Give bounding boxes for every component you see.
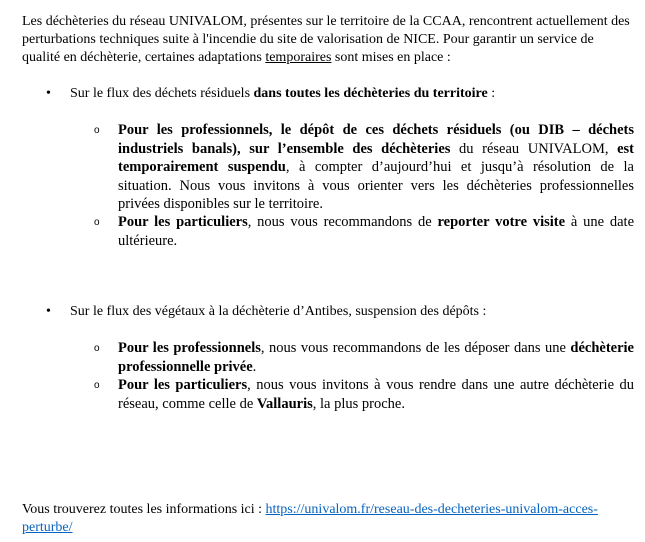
sub-item-bold: Pour les professionnels, le dépôt de ces déchets résiduels (ou DIB – déchets industriels banals), sur l’ensemble des déchèteries	[118, 122, 634, 157]
sub-item-bold-2: reporter votre visite	[437, 214, 566, 230]
sub-bullet-icon: o	[94, 125, 100, 136]
sub-item-bold: Pour les particuliers	[118, 214, 248, 230]
sub-item-text	[118, 376, 634, 413]
bullet-icon: •	[46, 304, 51, 319]
sub-item-plain-2: , la plus proche.	[312, 395, 405, 412]
sub-item-professionals-residual	[94, 121, 634, 214]
sub-bullet-icon: o	[94, 380, 100, 391]
sub-item-individuals-residual	[94, 213, 634, 250]
bullet-text-plain: Sur le flux des déchets résiduels	[70, 86, 254, 101]
intro-underlined-word: temporaires	[265, 50, 332, 65]
sub-item-text	[118, 121, 634, 214]
intro-paragraph	[22, 13, 632, 67]
info-link[interactable]: https://univalom.fr/reseau-des-decheteries-univalom-acces-perturbe/	[22, 502, 598, 535]
sub-item-plain: , nous vous recommandons de	[247, 214, 438, 230]
intro-text: Les déchèteries du réseau UNIVALOM, présentes sur le territoire de la CCAA, rencontrent actuellement des perturbations techniques suite à l'incendie du site de valorisation de NICE. Pour garantir un service de qualité en déchèterie, certaines adaptations	[22, 14, 630, 65]
sub-item-bold-2: déchèterie professionnelle privée	[118, 340, 634, 375]
sub-item-individuals-green	[94, 376, 634, 413]
bullet-text: Sur le flux des végétaux à la déchèterie d’Antibes, suspension des dépôts :	[70, 304, 487, 319]
bullet-text	[70, 85, 495, 103]
sub-item-plain: , nous vous invitons à vous rendre dans une autre déchèterie du réseau, comme celle de	[118, 377, 634, 412]
sub-item-bold-2: est temporairement suspendu	[118, 140, 635, 175]
sub-item-text	[118, 339, 634, 376]
sub-bullet-icon: o	[94, 343, 100, 354]
bullet-icon: •	[46, 86, 51, 101]
footer-paragraph	[22, 501, 632, 537]
sub-item-plain-2: , à compter d’aujourd’hui et jusqu’à résolution de la situation. Nous vous invitons à vous orienter vers les déchèteries professionnelles privées disponibles sur le territoire.	[118, 159, 634, 212]
sub-item-professionals-green	[94, 339, 634, 376]
bullet-text-end: :	[487, 86, 496, 101]
sub-bullet-icon: o	[94, 217, 100, 228]
sub-item-bold-2: Vallauris	[256, 395, 313, 412]
sub-item-plain-2: .	[252, 358, 257, 375]
bullet-text-bold: dans toutes les déchèteries du territoire	[253, 86, 488, 101]
sub-item-bold: Pour les particuliers	[118, 377, 248, 393]
intro-text-end: sont mises en place :	[331, 50, 451, 65]
sub-item-plain: , nous vous recommandons de les déposer dans une	[260, 340, 571, 356]
bullet-residual-waste	[46, 85, 626, 103]
sub-item-text	[118, 213, 634, 250]
sub-item-plain: du réseau UNIVALOM,	[450, 140, 618, 157]
sub-item-bold: Pour les professionnels	[118, 340, 261, 356]
footer-text: Vous trouverez toutes les informations ici :	[22, 502, 266, 517]
sub-item-plain-2: à une date ultérieure.	[118, 214, 635, 249]
bullet-green-waste	[46, 303, 626, 321]
